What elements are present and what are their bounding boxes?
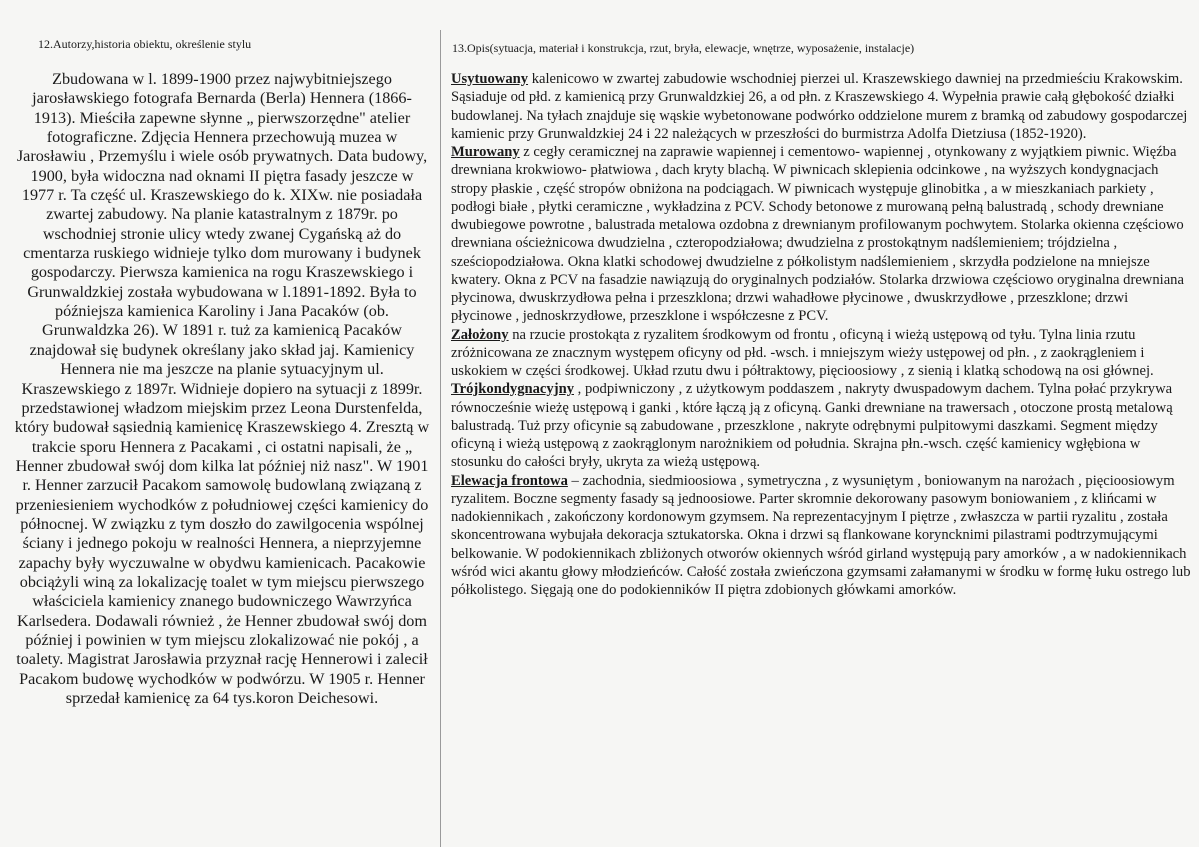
section-title: Usytuowany xyxy=(451,71,529,87)
section-body: , podpiwniczony , z użytkowym poddaszem , nakryty dwuspadowym dachem. Tylna połać przykrywa równocześnie wieżę ustępową i ganki , które łączą ją z oficyną. Ganki drewniane na trawersach , otoczone prostą metalową balustradą. Tuż przy oficynie są zabudowane , przeszklone , nakryte odrębnymi pulpitowymi daszkami. Segment między oficyną i wieżą ustępową z zaokrąglonym narożnikiem od południa. Skrajna płn.-wsch. część kamienicy wgłębiona w stosunku do całości bryły, ukryta za wieżą ustępową. xyxy=(451,381,1173,471)
section-body: kalenicowo w zwartej zabudowie wschodniej pierzei ul. Kraszewskiego dawniej na przedmieściu Krakowskim. Sąsiaduje od płd. z kamienicą przy Grunwaldzkiej 26, a od płn. z Kraszewskiego 4. Wypełnia prawie całą głębokość działki budowlanej. Na tyłach znajduje się wąskie wybetonowane podwórko oddzielone murem z bramką od zabudowy gospodarczej kamienic przy Grunwaldzkiej 24 i 22 należących w przeszłości do burmistrza Adolfa Dietziusa (1852-1920). xyxy=(451,71,1188,142)
right-column xyxy=(447,40,1192,599)
section-location xyxy=(451,70,1192,143)
section-body: – zachodnia, siedmioosiowa , symetryczna , z wysuniętym , boniowanym na narożach , pięcioosiowym ryzalitem. Boczne segmenty fasady są jednoosiowe. Parter skromnie dekorowany pasowym boniowaniem , z klińcami w nadokiennikach , zakończony kordonowym gzymsem. Na reprezentacyjnym I piętrze , zwłaszcza w partii ryzalitu , została skoncentrowana wybujała dekoracja sztukatorska. Okna i drzwi są flankowane koryncknimi pilastrami podtrzymującymi belkowanie. W podokiennikach zbliżonych otworów okiennych wśród girland występują pary amorków , a w nadokiennikach wśród wici akantu głowy młodzieńców. Całość została zwieńczona gzymsami załamanymi w środku w formę łuku ostrego lub półkolistego. Sięgają one do podokienników II piętra zdobionych główkami amorków. xyxy=(451,472,1191,598)
section-title: Elewacja frontowa xyxy=(451,472,568,489)
description-text xyxy=(447,70,1192,599)
section-material xyxy=(451,143,1192,326)
left-column xyxy=(10,36,430,708)
section-body: z cegły ceramicznej na zaprawie wapiennej i cementowo- wapiennej , otynkowany z wyjątkiem piwnic. Więźba drewniana krokwiowo- płatwiowa , dach kryty blachą. W piwnicach sklepienia odcinkowe , na wyższych kondygnacjach stropy płaskie , część stropów obniżona na podciągach. W piwnicach występuje glinobitka , a w mieszkaniach parkiety , podłogi białe , płytki ceramiczne , wykładzina z PCV. Schody betonowe z murowaną pełną balustradą , schody drewniane dwubiegowe powrotne , balustrada metalowa ozdobna z drewnianym profilowanym pochwytem. Stolarka okienna częściowo drewniana ościeżnicowa dwudzielna , czteropodziałowa; dwudzielna z prostokątnym nadślemieniem; trójdzielna , sześciopodziałowa. Okna klatki schodowej dwudzielne z półkolistym nadślemieniem , skrzydła podzielone na mniejsze kwatery. Okna z PCV na fasadzie nawiązują do oryginalnych podziałów. Stolarka drzwiowa częściowo oryginalna drewniana płycinowa, dwuskrzydłowa pełna i przeszklona; drzwi wahadłowe płycinowe , dwuskrzydłowe , przeszklone; drzwi płycinowe , jednoskrzydłowe, przeszklone i współczesne z PCV. xyxy=(451,144,1184,325)
section-front-elevation xyxy=(451,472,1192,600)
section-title: Założony xyxy=(451,326,509,343)
left-heading: 12.Autorzy,historia obiektu, określenie stylu xyxy=(38,37,252,51)
column-divider xyxy=(440,30,441,847)
section-body-mass xyxy=(451,380,1192,471)
section-title: Trójkondygnacyjny xyxy=(451,381,574,398)
section-plan xyxy=(451,326,1192,381)
section-title: Murowany xyxy=(451,144,520,160)
right-heading: 13.Opis(sytuacja, materiał i konstrukcja, rzut, bryła, elewacje, wnętrze, wyposażenie, instalacje) xyxy=(452,41,915,55)
section-body: na rzucie prostokąta z ryzalitem środkowym od frontu , oficyną i wieżą ustępową od tyłu. Tylna linia rzutu zróżnicowana ze znacznym występem oficyny od płd. -wsch. i mniejszym wieży ustępowej od płn. , z zaokrągleniem i uskokiem w części środkowej. Układ rzutu dwu i półtraktowy, pięcioosiowy , z sienią i klatką schodową na osi głównej. xyxy=(451,326,1154,379)
history-text: Zbudowana w l. 1899-1900 przez najwybitniejszego jarosławskiego fotografa Bernarda (Berla) Hennera (1866-1913). Mieściła zapewne słynne „ pierwszorzędne" atelier fotograficzne. Zdjęcia Hennera przechowują muzea w Jarosławiu , Przemyślu i wiele osób prywatnych. Data budowy, 1900, była widoczna nad oknami II piętra fasady jeszcze w 1977 r. Ta część ul. Kraszewskiego do k. XIXw. nie posiadała zwartej zabudowy. Na planie katastralnym z 1879r. po wschodniej stronie ulicy wtedy zwanej Cygańską aż do cmentarza ruskiego widnieje tylko dom murowany i budynek gospodarczy. Pierwsza kamienica na rogu Kraszewskiego i Grunwaldzkiej została wybudowana w l.1891-1892. Była to późniejsza kamienica Karoliny i Jana Pacaków (ob. Grunwaldzka 26). W 1891 r. tuż za kamienicą Pacaków znajdował się budynek określany jako skład jaj. Kamienicy Hennera nie ma jeszcze na planie sytuacyjnym ul. Kraszewskiego z 1897r. Widnieje dopiero na sytuacji z 1899r. przedstawionej władzom miejskim przez Leona Durstenfelda, który budował sąsiednią kamienicę Kraszewskiego 4. Zresztą w trakcie sporu Hennera z Pacakami , ci ostatni napisali, że „ Henner zbudował swój dom kilka lat później niż nasz". W 1901 r. Henner zarzucił Pacakom samowolę budowlaną związaną z przeniesieniem wychodków z południowej części kamienicy do północnej. W związku z tym doszło do zawilgocenia wspólnej ściany i jednego pokoju w realności Hennera, a nieprzyjemne zapachy były wyczuwalne w obydwu kamienicach. Pacakowie obciążyli winą za lokalizację toalet w tym miejscu pierwszego właściciela kamienicy znanego budowniczego Wawrzyńca Karlsedera. Dodawali również , że Henner zbudował swój dom później i powinien w tym miejscu zlokalizować nie pokój , a toalety. Magistrat Jarosławia przyznał rację Hennerowi i zalecił Pacakom budowę wychodków w podwórzu. W 1905 r. Henner sprzedał kamienicę za 64 tys.koron Deichesowi. xyxy=(14,70,430,707)
